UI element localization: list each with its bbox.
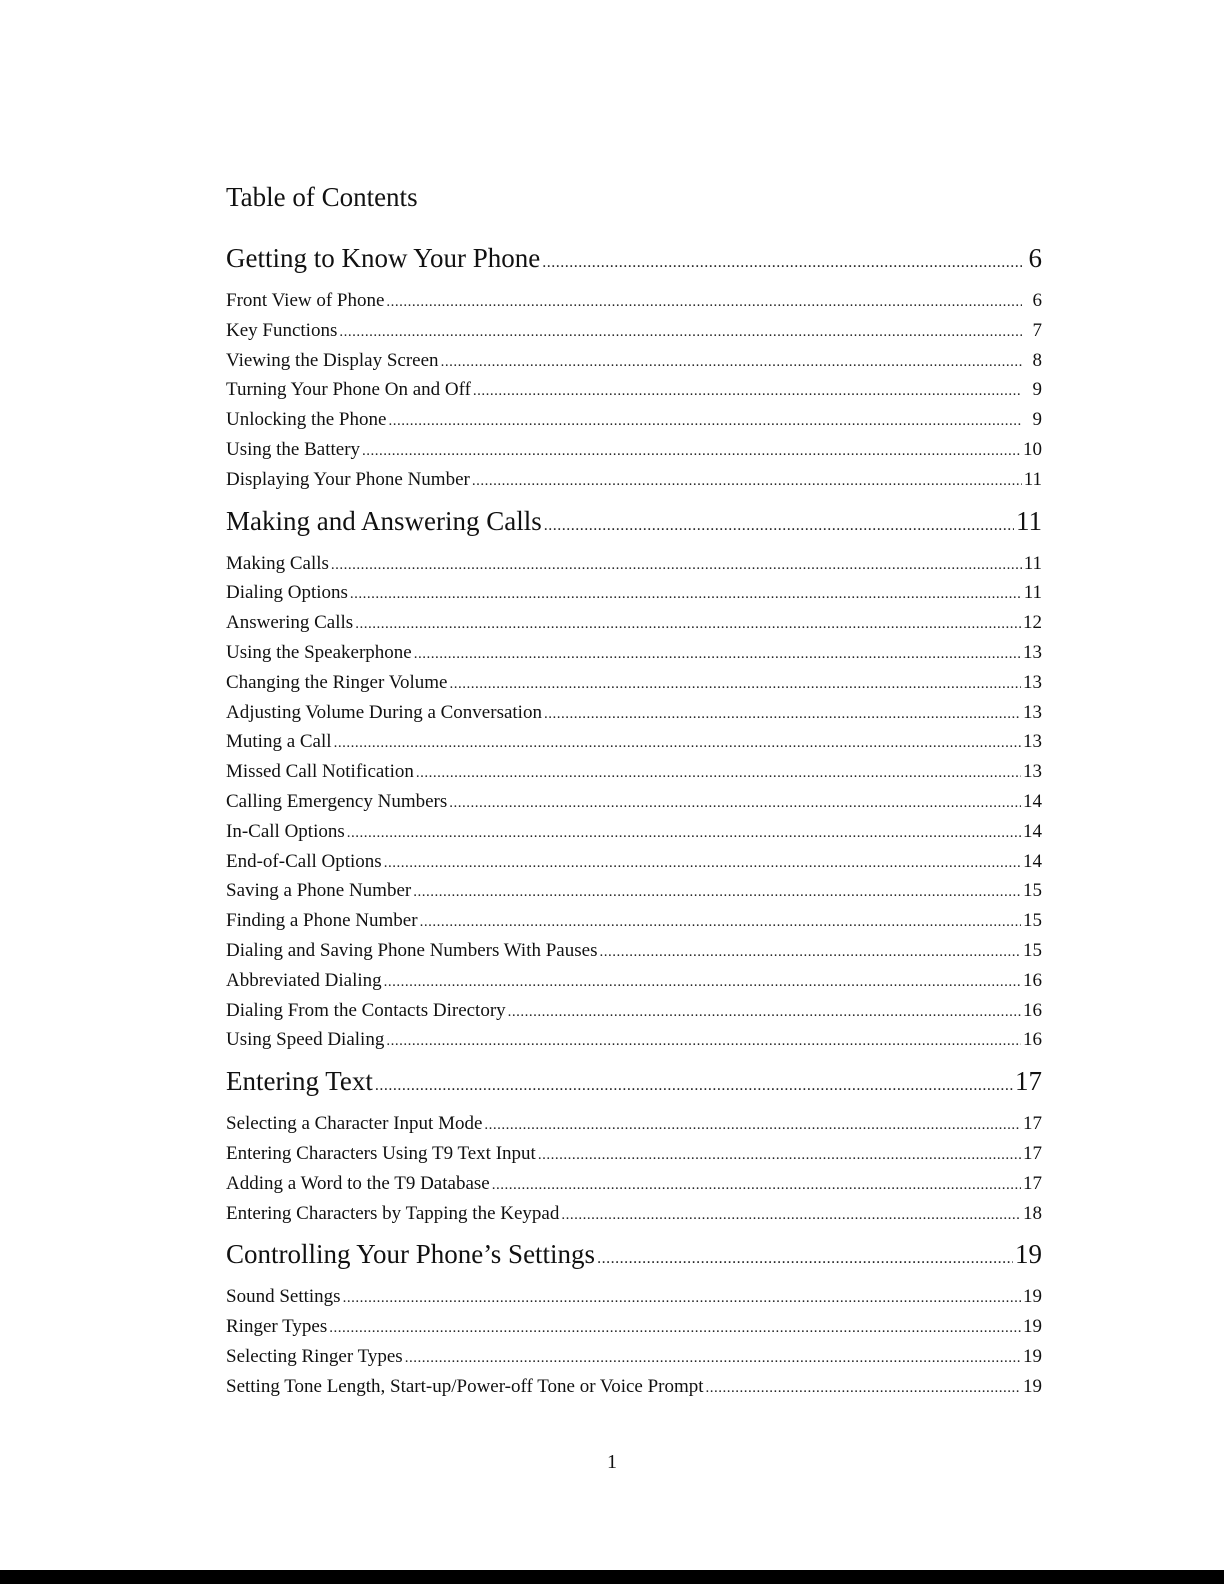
entry-page: 11 bbox=[1023, 582, 1042, 604]
toc-entry bbox=[226, 698, 1042, 728]
toc-entry bbox=[226, 727, 1042, 757]
table-of-contents bbox=[226, 238, 1042, 1408]
toc-entry bbox=[226, 638, 1042, 668]
toc-entry bbox=[226, 1372, 1042, 1402]
entry-page: 13 bbox=[1023, 641, 1042, 663]
toc-entry bbox=[226, 996, 1042, 1026]
entry-page: 12 bbox=[1023, 612, 1042, 634]
toc-entry bbox=[226, 346, 1042, 376]
dot-leader bbox=[375, 1066, 1013, 1106]
entry-page: 15 bbox=[1023, 880, 1042, 902]
entry-label: Displaying Your Phone Number bbox=[226, 468, 470, 490]
entry-label: Answering Calls bbox=[226, 612, 354, 634]
toc-section bbox=[226, 1234, 1042, 1401]
dot-leader bbox=[350, 580, 1022, 610]
toc-entry-list bbox=[226, 549, 1042, 1056]
toc-entry bbox=[226, 375, 1042, 405]
dot-leader bbox=[416, 759, 1021, 789]
entry-page: 16 bbox=[1023, 1029, 1042, 1051]
entry-page: 13 bbox=[1023, 701, 1042, 723]
dot-leader bbox=[414, 640, 1021, 670]
toc-entry bbox=[226, 549, 1042, 579]
entry-label: End-of-Call Options bbox=[226, 850, 382, 872]
toc-section-heading bbox=[226, 238, 1042, 278]
toc-entry bbox=[226, 1109, 1042, 1139]
entry-page: 15 bbox=[1023, 939, 1042, 961]
dot-leader bbox=[449, 789, 1021, 819]
entry-page: 19 bbox=[1023, 1316, 1042, 1338]
dot-leader bbox=[347, 819, 1021, 849]
entry-page: 9 bbox=[1032, 409, 1042, 431]
toc-section bbox=[226, 1061, 1042, 1228]
entry-label: Dialing and Saving Phone Numbers With Pauses bbox=[226, 939, 598, 961]
toc-entry bbox=[226, 787, 1042, 817]
toc-entry bbox=[226, 757, 1042, 787]
toc-entry bbox=[226, 1199, 1042, 1229]
entry-page: 9 bbox=[1032, 379, 1042, 401]
entry-label: Finding a Phone Number bbox=[226, 910, 418, 932]
dot-leader bbox=[472, 467, 1022, 497]
entry-page: 16 bbox=[1023, 969, 1042, 991]
dot-leader bbox=[384, 968, 1021, 998]
toc-entry bbox=[226, 1169, 1042, 1199]
dot-leader bbox=[441, 348, 1022, 378]
entry-label: Adjusting Volume During a Conversation bbox=[226, 701, 542, 723]
section-page: 11 bbox=[1016, 505, 1042, 536]
entry-page: 17 bbox=[1023, 1113, 1042, 1135]
dot-leader bbox=[413, 878, 1021, 908]
entry-page: 14 bbox=[1023, 790, 1042, 812]
entry-page: 14 bbox=[1023, 820, 1042, 842]
entry-page: 16 bbox=[1023, 999, 1042, 1021]
toc-section bbox=[226, 501, 1042, 1056]
entry-label: Using the Speakerphone bbox=[226, 641, 412, 663]
section-title: Getting to Know Your Phone bbox=[226, 243, 541, 273]
dot-leader bbox=[343, 1284, 1021, 1314]
entry-label: Key Functions bbox=[226, 319, 338, 341]
entry-page: 13 bbox=[1023, 671, 1042, 693]
dot-leader bbox=[544, 506, 1014, 546]
toc-entry bbox=[226, 817, 1042, 847]
entry-page: 11 bbox=[1023, 552, 1042, 574]
entry-label: Changing the Ringer Volume bbox=[226, 671, 448, 693]
toc-section-heading bbox=[226, 1061, 1042, 1101]
toc-entry bbox=[226, 1139, 1042, 1169]
dot-leader bbox=[355, 610, 1021, 640]
toc-entry bbox=[226, 1025, 1042, 1055]
toc-entry bbox=[226, 1312, 1042, 1342]
toc-entry bbox=[226, 847, 1042, 877]
entry-label: Entering Characters by Tapping the Keypad bbox=[226, 1202, 560, 1224]
toc-section-heading bbox=[226, 501, 1042, 541]
dot-leader bbox=[386, 1027, 1021, 1057]
entry-page: 19 bbox=[1023, 1286, 1042, 1308]
entry-page: 15 bbox=[1023, 910, 1042, 932]
toc-entry bbox=[226, 286, 1042, 316]
entry-page: 13 bbox=[1023, 761, 1042, 783]
section-title: Entering Text bbox=[226, 1066, 373, 1097]
entry-label: Setting Tone Length, Start-up/Power-off Tone or Voice Prompt bbox=[226, 1375, 704, 1397]
entry-page: 8 bbox=[1032, 349, 1042, 371]
toc-entry-list bbox=[226, 1282, 1042, 1401]
dot-leader bbox=[597, 1239, 1013, 1279]
dot-leader bbox=[508, 998, 1021, 1028]
page-title: Table of Contents bbox=[226, 182, 418, 212]
dot-leader bbox=[561, 1201, 1021, 1231]
dot-leader bbox=[599, 938, 1021, 968]
entry-label: Ringer Types bbox=[226, 1316, 328, 1338]
dot-leader bbox=[334, 729, 1021, 759]
toc-entry bbox=[226, 435, 1042, 465]
toc-entry bbox=[226, 668, 1042, 698]
entry-label: Using the Battery bbox=[226, 438, 361, 460]
entry-page: 6 bbox=[1032, 290, 1042, 311]
dot-leader bbox=[706, 1374, 1021, 1404]
toc-entry bbox=[226, 608, 1042, 638]
dot-leader bbox=[388, 407, 1022, 437]
entry-label: Adding a Word to the T9 Database bbox=[226, 1172, 490, 1194]
entry-page: 14 bbox=[1023, 850, 1042, 872]
toc-entry bbox=[226, 316, 1042, 346]
entry-label: Viewing the Display Screen bbox=[226, 349, 439, 371]
toc-entry bbox=[226, 966, 1042, 996]
entry-page: 19 bbox=[1023, 1375, 1042, 1397]
toc-entry bbox=[226, 906, 1042, 936]
entry-label: Using Speed Dialing bbox=[226, 1029, 385, 1051]
dot-leader bbox=[420, 908, 1021, 938]
entry-label: Sound Settings bbox=[226, 1286, 341, 1308]
dot-leader bbox=[384, 849, 1021, 879]
section-page: 6 bbox=[1028, 243, 1042, 273]
dot-leader bbox=[542, 243, 1022, 283]
entry-label: Selecting Ringer Types bbox=[226, 1345, 403, 1367]
dot-leader bbox=[405, 1344, 1021, 1374]
entry-page: 19 bbox=[1023, 1345, 1042, 1367]
entry-page: 11 bbox=[1023, 468, 1042, 490]
entry-label: Abbreviated Dialing bbox=[226, 969, 382, 991]
toc-entry bbox=[226, 465, 1042, 495]
entry-label: In-Call Options bbox=[226, 820, 345, 842]
entry-label: Calling Emergency Numbers bbox=[226, 790, 448, 812]
entry-label: Making Calls bbox=[226, 552, 329, 574]
toc-entry-list bbox=[226, 1109, 1042, 1228]
toc-entry bbox=[226, 405, 1042, 435]
dot-leader bbox=[544, 700, 1021, 730]
toc-entry bbox=[226, 876, 1042, 906]
page-number: 1 bbox=[607, 1451, 617, 1473]
section-page: 17 bbox=[1015, 1066, 1042, 1097]
entry-label: Missed Call Notification bbox=[226, 761, 414, 783]
section-page: 19 bbox=[1015, 1239, 1042, 1270]
toc-section-heading bbox=[226, 1234, 1042, 1274]
entry-label: Unlocking the Phone bbox=[226, 409, 387, 431]
entry-label: Dialing Options bbox=[226, 582, 348, 604]
entry-page: 10 bbox=[1023, 438, 1042, 460]
toc-entry bbox=[226, 1282, 1042, 1312]
dot-leader bbox=[339, 318, 1022, 348]
dot-leader bbox=[331, 551, 1022, 581]
entry-page: 13 bbox=[1023, 731, 1042, 753]
entry-page: 17 bbox=[1023, 1142, 1042, 1164]
toc-entry bbox=[226, 936, 1042, 966]
scan-bottom-edge bbox=[0, 1570, 1224, 1584]
dot-leader bbox=[386, 288, 1022, 318]
entry-label: Turning Your Phone On and Off bbox=[226, 379, 471, 401]
entry-label: Saving a Phone Number bbox=[226, 880, 412, 902]
entry-page: 18 bbox=[1023, 1202, 1042, 1224]
entry-page: 17 bbox=[1023, 1172, 1042, 1194]
entry-label: Muting a Call bbox=[226, 731, 332, 753]
dot-leader bbox=[362, 437, 1021, 467]
entry-page: 7 bbox=[1032, 319, 1042, 341]
entry-label: Entering Characters Using T9 Text Input bbox=[226, 1142, 536, 1164]
toc-section bbox=[226, 238, 1042, 495]
dot-leader bbox=[449, 670, 1021, 700]
dot-leader bbox=[484, 1111, 1021, 1141]
dot-leader bbox=[538, 1141, 1021, 1171]
section-title: Making and Answering Calls bbox=[226, 505, 542, 536]
entry-label: Selecting a Character Input Mode bbox=[226, 1113, 483, 1135]
section-title: Controlling Your Phone’s Settings bbox=[226, 1239, 596, 1270]
entry-label: Dialing From the Contacts Directory bbox=[226, 999, 506, 1021]
entry-label: Front View of Phone bbox=[226, 290, 385, 311]
toc-entry-list bbox=[226, 286, 1042, 495]
dot-leader bbox=[329, 1314, 1021, 1344]
dot-leader bbox=[473, 377, 1022, 407]
dot-leader bbox=[492, 1171, 1021, 1201]
toc-entry bbox=[226, 578, 1042, 608]
toc-entry bbox=[226, 1342, 1042, 1372]
